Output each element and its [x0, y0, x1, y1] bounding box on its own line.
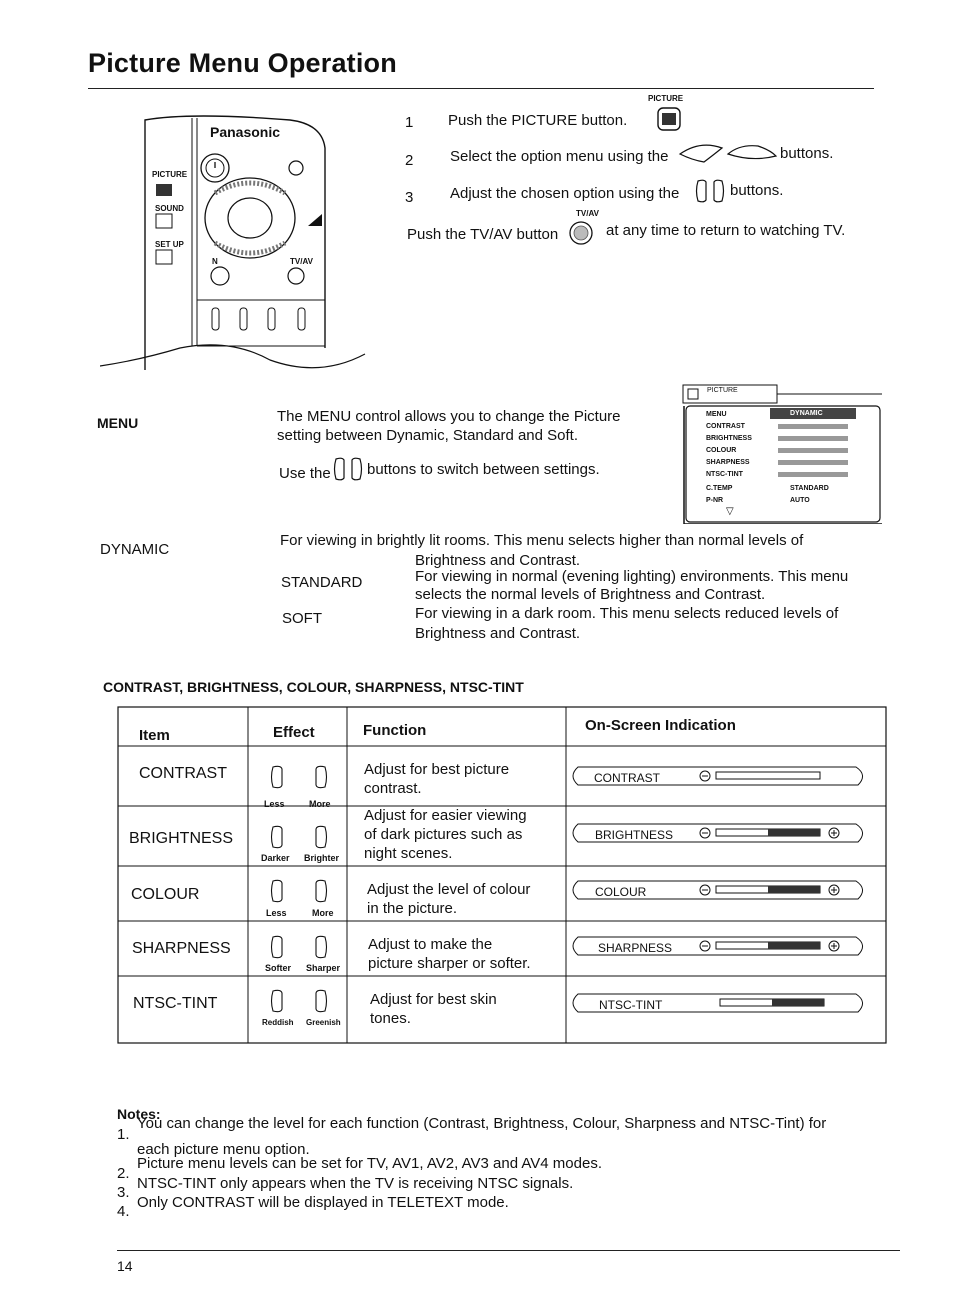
table-row-item: BRIGHTNESS: [129, 830, 234, 847]
notes-heading: Notes:: [117, 1106, 161, 1122]
up-down-buttons-icon: [678, 142, 778, 164]
menu-description: setting between Dynamic, Standard and Soft.: [277, 427, 579, 444]
table-row-item: COLOUR: [131, 886, 200, 903]
function-text: in the picture.: [367, 900, 458, 917]
note-text: Only CONTRAST will be displayed in TELETEXT mode.: [137, 1194, 509, 1211]
note-text: Picture menu levels can be set for TV, AV1, AV2, AV3 and AV4 modes.: [137, 1155, 602, 1172]
step-text: Select the option menu using the: [450, 148, 669, 165]
function-text: Adjust for best skin: [370, 991, 497, 1008]
table-row-item: CONTRAST: [139, 765, 227, 782]
table-row-item: SHARPNESS: [132, 940, 231, 957]
note-number: 2.: [117, 1165, 130, 1182]
osd-row-value: AUTO: [790, 497, 810, 504]
column-header-function: Function: [363, 722, 427, 739]
plus-adjust-icon: [313, 878, 329, 904]
osd-row-label: P-NR: [706, 497, 724, 504]
tvav-note-text: at any time to return to watching TV.: [606, 222, 846, 239]
table-row-item: NTSC-TINT: [133, 995, 218, 1012]
function-text: night scenes.: [364, 845, 453, 862]
remote-brand-label: Panasonic: [210, 124, 281, 140]
osd-row-label: MENU: [706, 411, 727, 418]
adjustments-table: [117, 706, 887, 1044]
function-text: Adjust for best picture: [364, 761, 510, 778]
note-text: NTSC-TINT only appears when the TV is receiving NTSC signals.: [137, 1175, 574, 1192]
effect-caption: Greenish: [306, 1018, 341, 1027]
menu-use-text: Use the: [279, 465, 331, 482]
osd-more-arrow-icon: ▽: [726, 506, 734, 517]
page-number: 14: [117, 1258, 133, 1274]
effect-caption: Softer: [265, 963, 292, 973]
menu-use-text: buttons to switch between settings.: [367, 461, 600, 478]
osd-row-label: COLOUR: [706, 447, 737, 454]
minus-adjust-icon: [269, 764, 285, 790]
osd-indicator-label: COLOUR: [595, 885, 647, 899]
mode-description: Brightness and Contrast.: [415, 552, 581, 569]
menu-description: The MENU control allows you to change the Picture: [277, 408, 621, 425]
title-divider: [88, 88, 874, 89]
step-text: buttons.: [780, 145, 834, 162]
function-text: picture sharper or softer.: [368, 955, 531, 972]
mode-description: selects the normal levels of Brightness and Contrast.: [415, 586, 766, 603]
column-header-effect: Effect: [273, 724, 315, 741]
navigation-pad-icon: [205, 178, 295, 258]
adjustments-heading: CONTRAST, BRIGHTNESS, COLOUR, SHARPNESS, NTSC-TINT: [103, 679, 524, 695]
effect-caption: Less: [266, 908, 287, 918]
step-text: buttons.: [730, 182, 784, 199]
effect-caption: More: [312, 908, 334, 918]
function-text: tones.: [370, 1010, 411, 1027]
osd-row-label: C.TEMP: [706, 485, 733, 492]
function-text: Adjust for easier viewing: [364, 807, 527, 824]
effect-caption: More: [309, 799, 331, 809]
power-button-icon: [201, 154, 229, 182]
step-number: 2: [405, 152, 414, 169]
minus-adjust-icon: [269, 988, 285, 1014]
step-text: Adjust the chosen option using the: [450, 185, 680, 202]
remote-sound-label: SOUND: [155, 204, 184, 213]
mode-name: DYNAMIC: [100, 541, 170, 558]
left-right-buttons-icon: [332, 456, 366, 482]
note-text: You can change the level for each function (Contrast, Brightness, Colour, Sharpness and NTSC-Tint) for: [137, 1115, 827, 1132]
osd-indicator-label: CONTRAST: [594, 771, 660, 785]
step-number: 1: [405, 114, 414, 131]
osd-indicator-label: SHARPNESS: [598, 941, 673, 955]
osd-row-label: SHARPNESS: [706, 459, 750, 466]
function-text: of dark pictures such as: [364, 826, 523, 843]
minus-adjust-icon: [269, 934, 285, 960]
effect-caption: Less: [264, 799, 285, 809]
tvav-button-caption: TV/AV: [576, 209, 599, 218]
plus-adjust-icon: [313, 824, 329, 850]
osd-row-label: BRIGHTNESS: [706, 435, 752, 442]
plus-adjust-icon: [313, 764, 329, 790]
tvav-note-text: Push the TV/AV button: [407, 226, 559, 243]
plus-adjust-icon: [313, 988, 329, 1014]
osd-row-label: NTSC-TINT: [706, 471, 743, 478]
note-text: each picture menu option.: [137, 1141, 310, 1158]
mode-description: Brightness and Contrast.: [415, 625, 581, 642]
picture-button-icon: [656, 106, 682, 132]
effect-caption: Brighter: [304, 853, 340, 863]
remote-picture-label: PICTURE: [152, 170, 188, 179]
step-text: Push the PICTURE button.: [448, 112, 628, 129]
osd-row-label: CONTRAST: [706, 423, 745, 430]
mode-name: STANDARD: [281, 574, 363, 591]
osd-indicator-label: NTSC-TINT: [599, 998, 663, 1012]
tvav-button-icon: [568, 220, 596, 248]
plus-adjust-icon: [313, 934, 329, 960]
left-right-buttons-icon: [694, 178, 728, 204]
osd-row-value: DYNAMIC: [790, 410, 823, 417]
function-text: Adjust to make the: [368, 936, 493, 953]
remote-setup-label: SET UP: [155, 240, 184, 249]
osd-title: PICTURE: [707, 387, 738, 394]
step-number: 3: [405, 189, 414, 206]
remote-tvav-label: TV/AV: [290, 257, 313, 266]
effect-caption: Reddish: [262, 1018, 294, 1027]
mode-description: For viewing in normal (evening lighting) environments. This menu: [415, 568, 849, 585]
footer-divider: [117, 1250, 900, 1251]
remote-n-label: N: [212, 257, 218, 266]
column-header-item: Item: [139, 727, 170, 744]
picture-button-caption: PICTURE: [648, 94, 684, 103]
mode-description: For viewing in a dark room. This menu selects reduced levels of: [415, 605, 839, 622]
page-title: Picture Menu Operation: [88, 48, 397, 78]
function-text: contrast.: [364, 780, 422, 797]
function-text: Adjust the level of colour: [367, 881, 531, 898]
note-number: 4.: [117, 1203, 130, 1220]
column-header-osd: On-Screen Indication: [585, 717, 736, 734]
remote-control-illustration: [100, 108, 370, 373]
minus-adjust-icon: [269, 824, 285, 850]
note-number: 3.: [117, 1184, 130, 1201]
osd-picture-menu: [682, 384, 884, 524]
osd-indicator-label: BRIGHTNESS: [595, 828, 674, 842]
mode-description: For viewing in brightly lit rooms. This menu selects higher than normal levels of: [280, 532, 804, 549]
effect-caption: Sharper: [306, 963, 341, 973]
effect-caption: Darker: [261, 853, 290, 863]
minus-adjust-icon: [269, 878, 285, 904]
note-number: 1.: [117, 1126, 130, 1143]
mode-name: SOFT: [282, 610, 322, 627]
osd-row-value: STANDARD: [790, 485, 829, 492]
menu-heading: MENU: [97, 415, 139, 431]
